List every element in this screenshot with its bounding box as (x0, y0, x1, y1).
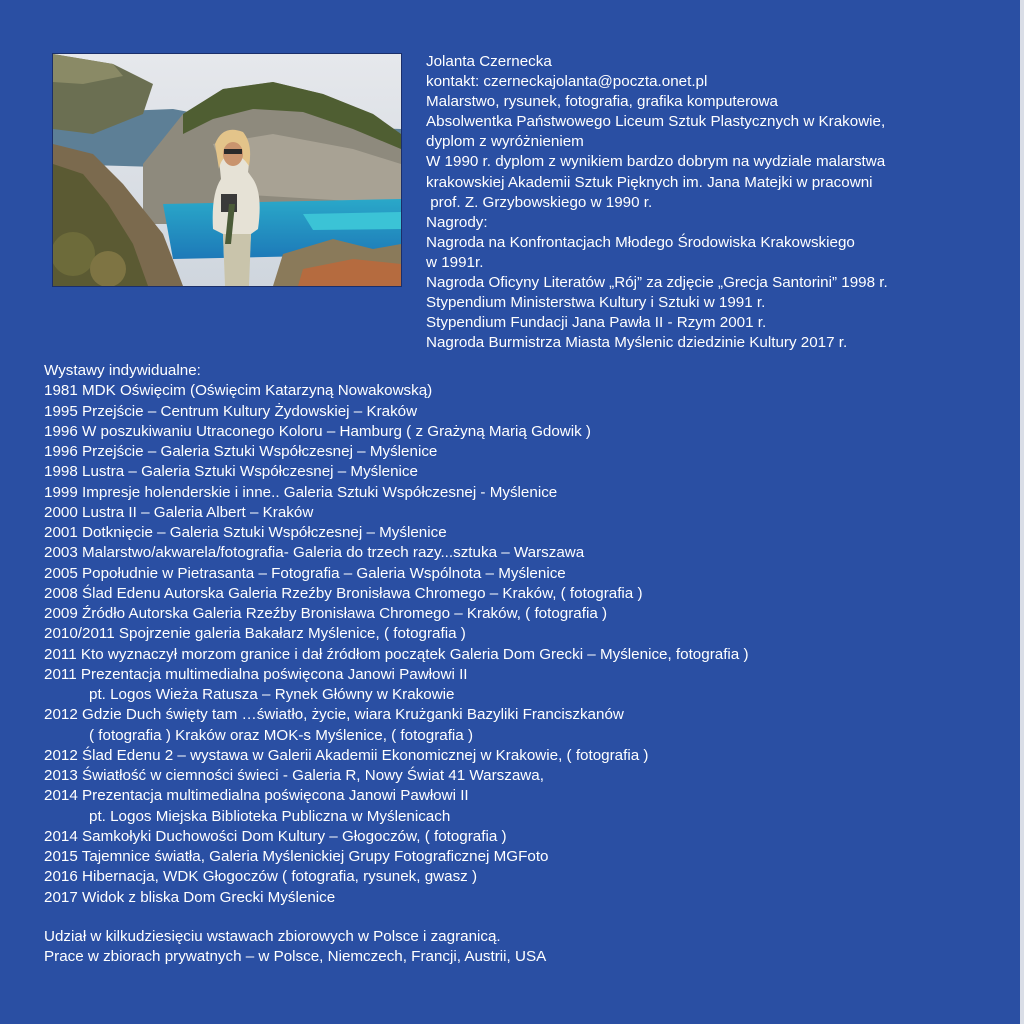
collections-note: Prace w zbiorach prywatnych – w Polsce, Niemczech, Francji, Austrii, USA (44, 948, 547, 966)
exhibition-item: 2016 Hibernacja, WDK Głogoczów ( fotografia, rysunek, gwasz ) (44, 868, 478, 886)
exhibition-item: 2014 Samkołyki Duchowości Dom Kultury – Głogoczów, ( fotografia ) (44, 827, 507, 845)
exhibition-item: 1981 MDK Oświęcim (Oświęcim Katarzyną Nowakowską) (44, 382, 433, 400)
education-line: krakowskiej Akademii Sztuk Pięknych im. Jana Matejki w pracowni (426, 173, 873, 191)
page-edge (1020, 0, 1024, 1024)
exhibition-item: 1998 Lustra – Galeria Sztuki Współczesnej – Myślenice (44, 463, 418, 481)
award-item: Nagroda Oficyny Literatów „Rój” za zdjęcie „Grecja Santorini” 1998 r. (426, 274, 888, 292)
award-item: Nagroda na Konfrontacjach Młodego Środowiska Krakowskiego (426, 233, 855, 251)
exhibition-item: 2011 Prezentacja multimedialna poświęcona Janowi Pawłowi II (44, 665, 468, 683)
award-item: Stypendium Ministerstwa Kultury i Sztuki w 1991 r. (426, 294, 766, 312)
exhibition-item: 2013 Światłość w ciemności świeci - Galeria R, Nowy Świat 41 Warszawa, (44, 767, 544, 784)
exhibition-item: 1999 Impresje holenderskie i inne.. Galeria Sztuki Współczesnej - Myślenice (44, 483, 558, 501)
exhibition-item: 2008 Ślad Edenu Autorska Galeria Rzeźby Bronisława Chromego – Kraków, ( fotografia ) (44, 584, 643, 602)
award-item: Stypendium Fundacji Jana Pawła II - Rzym 2001 r. (426, 314, 767, 332)
portrait-photo (52, 53, 402, 287)
exhibition-item: 1995 Przejście – Centrum Kultury Żydowskiej – Kraków (44, 402, 418, 420)
artist-name: Jolanta Czernecka (426, 53, 552, 70)
award-item: Nagroda Burmistrza Miasta Myślenic dziedzinie Kultury 2017 r. (426, 334, 848, 352)
exhibition-item: 2015 Tajemnice światła, Galeria Myślenickiej Grupy Fotograficznej MGFoto (44, 848, 549, 865)
exhibitions-heading: Wystawy indywidualne: (44, 362, 201, 379)
education-line: Absolwentka Państwowego Liceum Sztuk Plastycznych w Krakowie, (426, 113, 886, 131)
exhibition-item: 2011 Kto wyznaczył morzom granice i dał źródłom początek Galeria Dom Grecki – Myślenice, fotografia ) (44, 645, 749, 663)
education-line: W 1990 r. dyplom z wynikiem bardzo dobrym na wydziale malarstwa (426, 153, 886, 171)
exhibition-item-continued: pt. Logos Miejska Biblioteka Publiczna w Myślenicach (89, 807, 451, 825)
exhibition-item: 1996 Przejście – Galeria Sztuki Współczesnej – Myślenice (44, 443, 438, 460)
exhibition-item: 2012 Gdzie Duch święty tam …światło, życie, wiara Krużganki Bazyliki Franciszkanów (44, 706, 624, 724)
group-exhibitions-note: Udział w kilkudziesięciu wstawach zbiorowych w Polsce i zagranicą. (44, 928, 501, 945)
exhibition-item: 2009 Źródło Autorska Galeria Rzeźby Bronisława Chromego – Kraków, ( fotografia ) (44, 605, 608, 622)
contact-email[interactable]: kontakt: czerneckajolanta@poczta.onet.pl (426, 73, 708, 91)
exhibition-item: 2000 Lustra II – Galeria Albert – Kraków (44, 503, 314, 521)
exhibition-item: 2017 Widok z bliska Dom Grecki Myślenice (44, 888, 336, 906)
disciplines: Malarstwo, rysunek, fotografia, grafika komputerowa (426, 93, 778, 111)
exhibition-item: 2001 Dotknięcie – Galeria Sztuki Współczesnej – Myślenice (44, 524, 447, 541)
awards-heading: Nagrody: (426, 213, 488, 231)
exhibition-item-continued: pt. Logos Wieża Ratusza – Rynek Główny w Krakowie (89, 686, 455, 703)
footer-notes (44, 927, 1004, 967)
exhibition-item: 2010/2011 Spojrzenie galeria Bakałarz Myślenice, ( fotografia ) (44, 625, 466, 643)
exhibition-item-continued: ( fotografia ) Kraków oraz MOK-s Myślenice, ( fotografia ) (89, 726, 474, 744)
artist-bio (426, 52, 1006, 353)
exhibition-item: 2005 Popołudnie w Pietrasanta – Fotografia – Galeria Wspólnota – Myślenice (44, 564, 566, 582)
exhibition-item: 2012 Ślad Edenu 2 – wystawa w Galerii Akademii Ekonomicznej w Krakowie, ( fotografia ) (44, 746, 649, 764)
solo-exhibitions (44, 361, 1004, 908)
education-line: dyplom z wyróżnieniem (426, 133, 584, 151)
exhibition-item: 1996 W poszukiwaniu Utraconego Koloru – Hamburg ( z Grażyną Marią Gdowik ) (44, 422, 591, 440)
exhibition-item: 2003 Malarstwo/akwarela/fotografia- Galeria do trzech razy...sztuka – Warszawa (44, 544, 585, 562)
award-item: w 1991r. (426, 253, 484, 271)
education-line: prof. Z. Grzybowskiego w 1990 r. (426, 193, 653, 211)
exhibition-item: 2014 Prezentacja multimedialna poświęcona Janowi Pawłowi II (44, 787, 469, 805)
